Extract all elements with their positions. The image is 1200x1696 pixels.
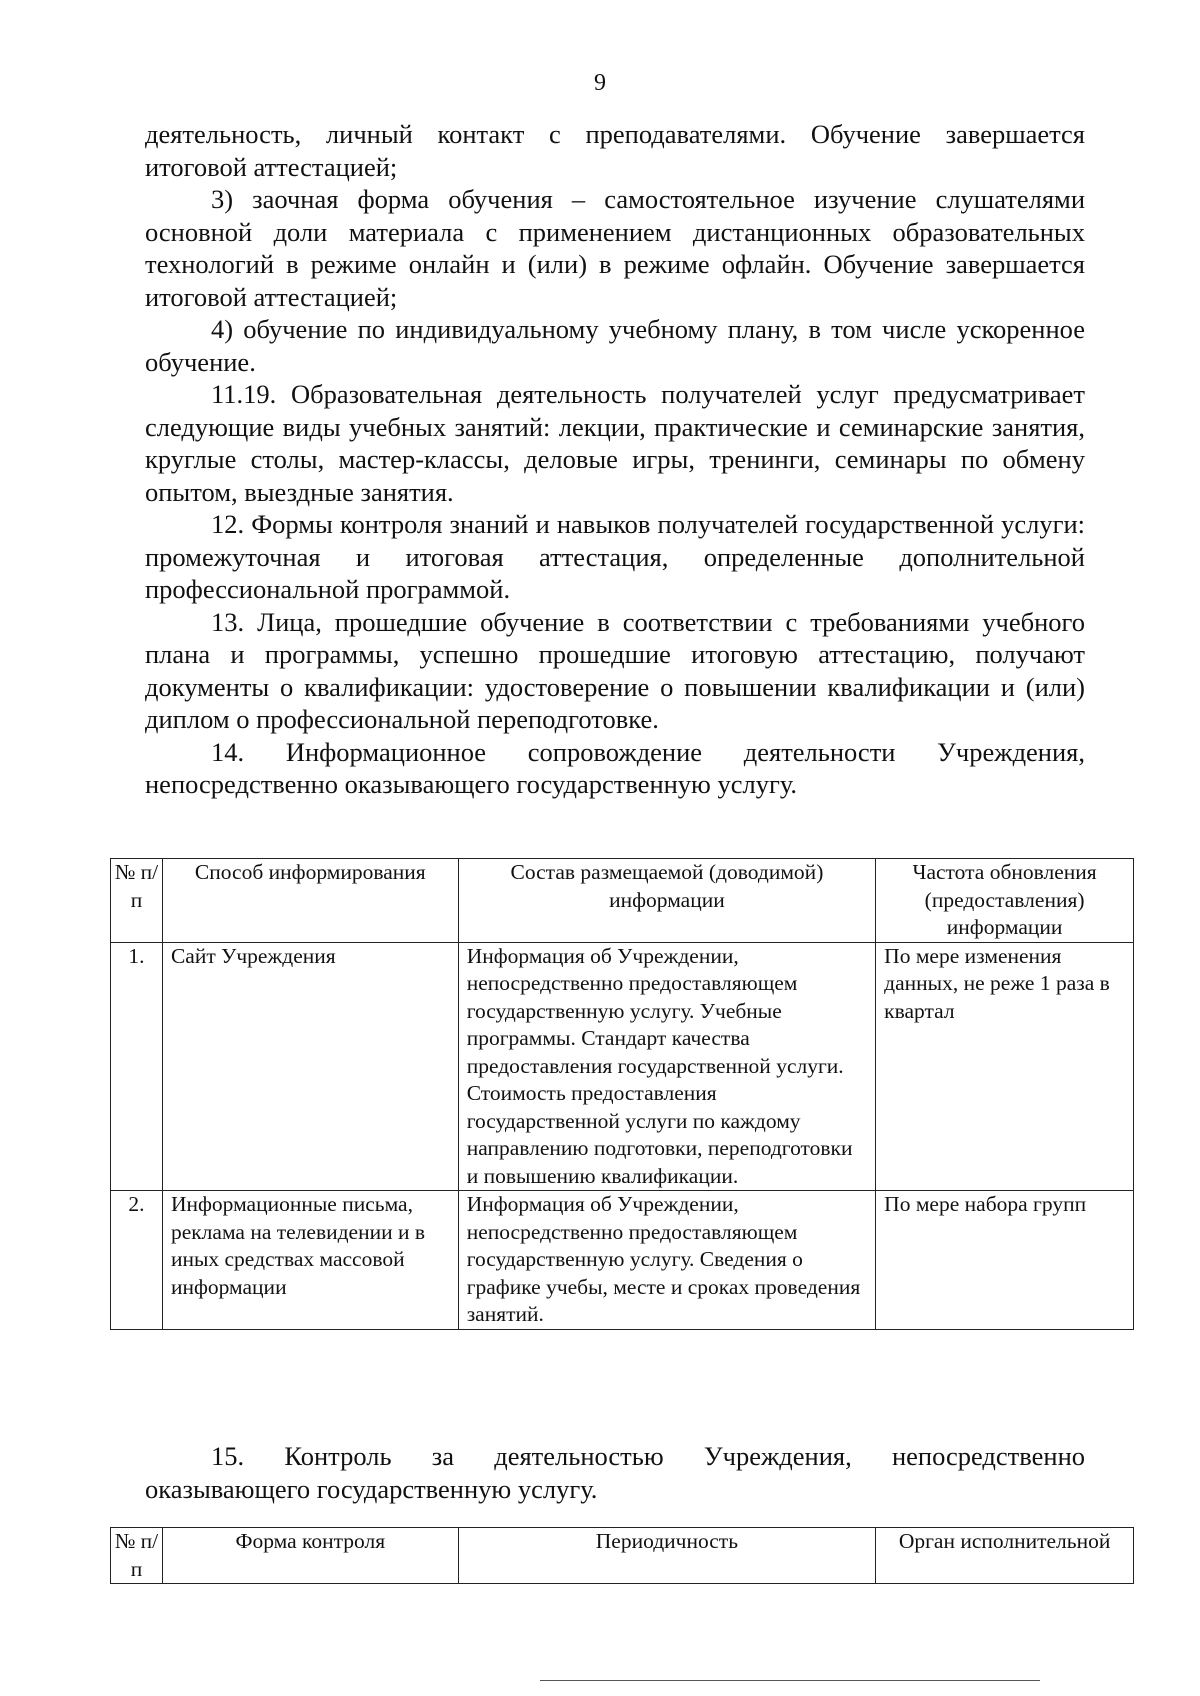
header-periodicity: Периодичность: [458, 1528, 876, 1584]
table-row: [111, 942, 1134, 1191]
paragraph-11-19: 11.19. Образовательная деятельность получателей услуг предусматривает следующие виды учебных занятий: лекции, практические и семинарские занятия, круглые столы, мастер-классы, деловые игры, тренинги, семинары по обмену опытом, выездные занятия.: [145, 379, 1085, 507]
paragraph-12: 12. Формы контроля знаний и навыков получателей государственной услуги: промежуточная и итоговая аттестация, определенные дополнительной профессиональной программой.: [145, 509, 1085, 604]
information-table: [110, 858, 1134, 1330]
header-method: Способ информирования: [162, 859, 458, 943]
header-number: № п/п: [111, 859, 163, 943]
header-frequency: Частота обновления (предоставления) информации: [876, 859, 1134, 943]
paragraph-13: 13. Лица, прошедшие обучение в соответствии с требованиями учебного плана и программы, успешно прошедшие итоговую аттестацию, получают документы о квалификации: удостоверение о повышении квалификации и (или) диплом о профессиональной переподготовке.: [145, 606, 1085, 734]
table-row: [111, 1191, 1134, 1330]
header-authority: Орган исполнительной: [876, 1528, 1134, 1584]
cell-content: Информация об Учреждении, непосредственно предоставляющем государственную услугу. Сведения о графике учебы, месте и сроках проведения занятий.: [458, 1191, 875, 1330]
cell-frequency: По мере изменения данных, не реже 1 раза в квартал: [876, 942, 1134, 1191]
cell-content: Информация об Учреждении, непосредственно предоставляющем государственную услугу. Учебные программы. Стандарт качества предоставления государственной услуги. Стоимость предоставления государственной услуги по каждому направлению подготовки, переподготовки и повышению квалификации.: [458, 942, 875, 1191]
paragraph-14: 14. Информационное сопровождение деятельности Учреждения, непосредственно оказывающего государственную услугу.: [145, 736, 1085, 799]
cell-number: 1.: [111, 942, 163, 1191]
cell-method: Информационные письма, реклама на телевидении и в иных средствах массовой информации: [162, 1191, 458, 1330]
footer-divider: [540, 1680, 1040, 1681]
header-number: № п/п: [111, 1528, 163, 1584]
control-table: [110, 1527, 1134, 1584]
page-number: 9: [594, 70, 606, 96]
cell-number: 2.: [111, 1191, 163, 1330]
table-header-row: [111, 859, 1134, 943]
paragraph-continuation: деятельность, личный контакт с преподавателями. Обучение завершается итоговой аттестацией;: [145, 119, 1085, 182]
cell-frequency: По мере набора групп: [876, 1191, 1134, 1330]
cell-method: Сайт Учреждения: [162, 942, 458, 1191]
header-control-form: Форма контроля: [162, 1528, 458, 1584]
paragraph-item-4: 4) обучение по индивидуальному учебному плану, в том числе ускоренное обучение.: [145, 314, 1085, 377]
body-text: [145, 118, 1085, 801]
table-header-row: [111, 1528, 1134, 1584]
paragraph-15: 15. Контроль за деятельностью Учреждения, непосредственно оказывающего государственную услугу.: [145, 1441, 1085, 1504]
paragraph-item-3: 3) заочная форма обучения – самостоятельное изучение слушателями основной доли материала с применением дистанционных образовательных технологий в режиме онлайн и (или) в режиме офлайн. Обучение завершается итоговой аттестацией;: [145, 184, 1085, 312]
header-content: Состав размещаемой (доводимой) информации: [458, 859, 875, 943]
section-15: [145, 1440, 1085, 1505]
